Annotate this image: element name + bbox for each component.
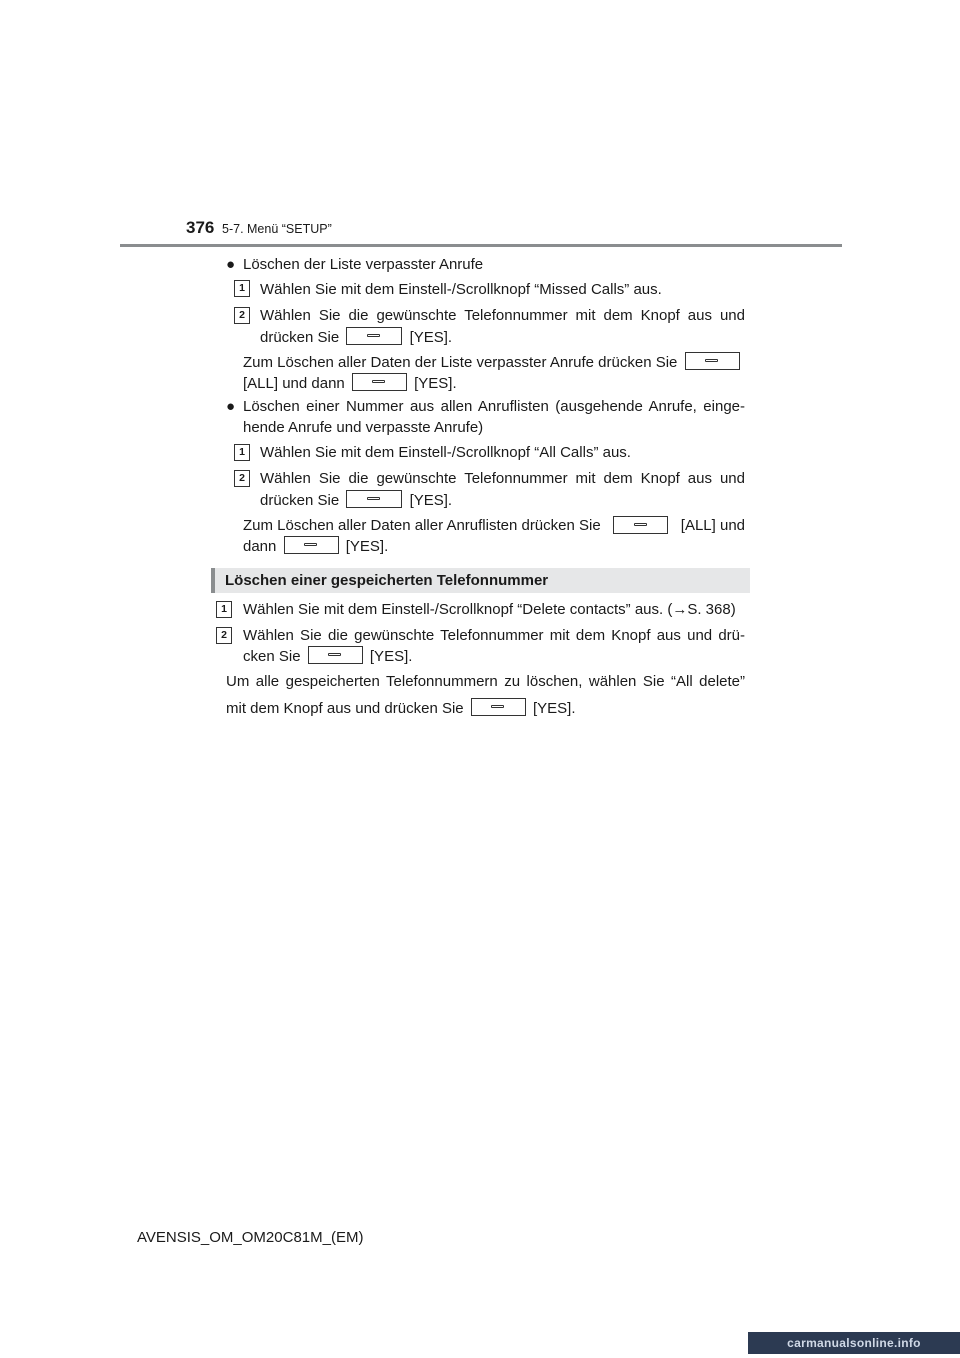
step-contacts-2-line2 (243, 647, 412, 667)
bullet-missed-calls: Löschen der Liste verpasster Anrufe (243, 256, 484, 273)
step-number-1: 1 (234, 444, 250, 461)
document-code: AVENSIS_OM_OM20C81M_(EM) (137, 1229, 364, 1246)
header-rule (120, 244, 842, 247)
step-number-2: 2 (216, 627, 232, 644)
step-missed-1: Wählen Sie mit dem Einstell-/Scrollknopf “Missed Calls” aus. (260, 281, 662, 298)
section-heading: Löschen einer gespeicherten Telefonnummer (211, 568, 750, 593)
step-missed-2-line2 (260, 328, 452, 348)
step-all-1: Wählen Sie mit dem Einstell-/Scrollknopf “All Calls” aus. (260, 444, 631, 461)
phone-button-icon (284, 536, 339, 554)
note-all-line2 (243, 537, 388, 557)
text: drücken Sie (260, 329, 340, 346)
step-number-1: 1 (216, 601, 232, 618)
phone-button-icon (471, 698, 526, 716)
step-all-2-line2 (260, 491, 452, 511)
text: [YES]. (345, 538, 389, 555)
text: [YES]. (409, 492, 453, 509)
watermark-logo[interactable]: carmanualsonline.info (748, 1332, 960, 1354)
phone-button-icon (613, 516, 668, 534)
step-number-2: 2 (234, 470, 250, 487)
text: [YES]. (369, 648, 413, 665)
text: [YES]. (532, 700, 576, 717)
text: [ALL] und dann (243, 375, 345, 392)
bullet-all-calls-line2: hende Anrufe und verpasste Anrufe) (243, 419, 484, 436)
bullet-icon: ● (226, 256, 236, 273)
note-contacts-line2 (226, 699, 576, 719)
phone-button-icon (346, 327, 402, 345)
phone-button-icon (685, 352, 740, 370)
text: dann (243, 538, 277, 555)
phone-button-icon (308, 646, 363, 664)
step-all-2-line1: Wählen Sie die gewünschte Telefonnummer mit dem Knopf aus und (260, 470, 745, 487)
text: drücken Sie (260, 492, 340, 509)
text: mit dem Knopf aus und drücken Sie (226, 700, 464, 717)
step-contacts-1: Wählen Sie mit dem Einstell-/Scrollknopf “Delete contacts” aus. (→S. 368) (243, 601, 736, 618)
note-all-line1 (243, 516, 745, 536)
note-missed-line2 (243, 374, 457, 394)
text: [YES]. (414, 375, 457, 392)
page-number: 376 (186, 218, 215, 237)
text: cken Sie (243, 648, 301, 665)
step-number-1: 1 (234, 280, 250, 297)
step-missed-2-line1: Wählen Sie die gewünschte Telefonnummer mit dem Knopf aus und (260, 307, 745, 324)
text: [YES]. (409, 329, 453, 346)
phone-button-icon (352, 373, 407, 391)
phone-button-icon (346, 490, 402, 508)
text: Zum Löschen aller Daten aller Anruflisten drücken Sie (243, 517, 601, 534)
note-missed-line1 (243, 353, 743, 373)
bullet-all-calls-line1: Löschen einer Nummer aus allen Anruflisten (ausgehende Anrufe, einge- (243, 398, 745, 415)
text: Zum Löschen aller Daten der Liste verpasster Anrufe drücken Sie (243, 354, 678, 371)
text: [ALL] und (680, 517, 745, 534)
bullet-icon: ● (226, 398, 236, 415)
step-contacts-2-line1: Wählen Sie die gewünschte Telefonnummer mit dem Knopf aus und drü- (243, 627, 745, 644)
step-number-2: 2 (234, 307, 250, 324)
section-title: 5-7. Menü “SETUP” (222, 222, 332, 236)
note-contacts-line1: Um alle gespeicherten Telefonnummern zu löschen, wählen Sie “All delete” (226, 673, 745, 690)
